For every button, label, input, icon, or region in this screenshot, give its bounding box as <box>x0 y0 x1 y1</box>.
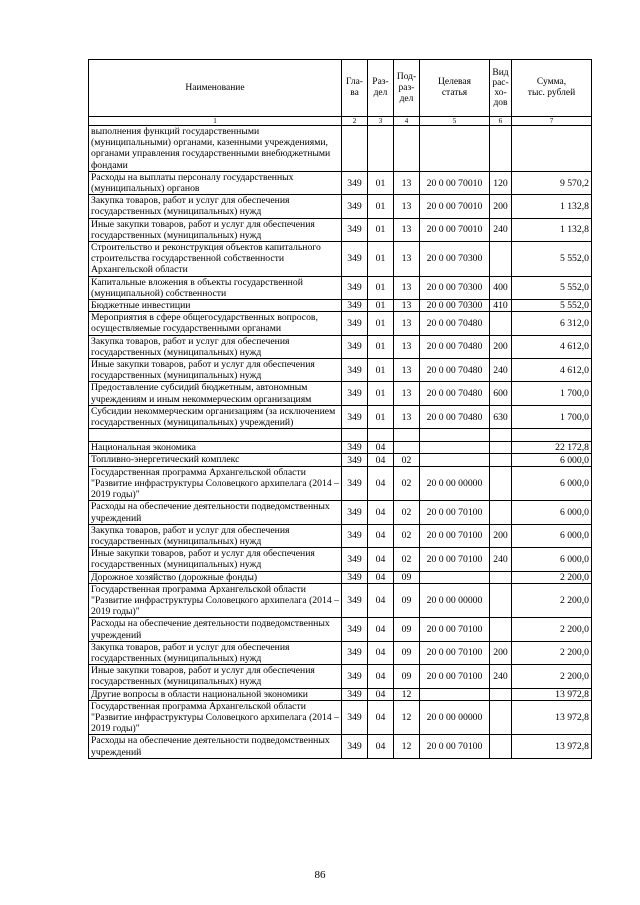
row-sum: 1 132,8 <box>512 195 592 218</box>
table-row <box>89 524 592 547</box>
row-sum: 13 972,8 <box>512 735 592 758</box>
row-expense-type: 600 <box>490 382 512 405</box>
row-subsection: 09 <box>394 665 420 688</box>
row-name: Строительство и реконструкция объектов капитального строительства государственной собственности Архангельской области <box>89 242 342 277</box>
row-name: Иные закупки товаров, работ и услуг для обеспечения государственных (муниципальных) нужд <box>89 665 342 688</box>
row-sum: 1 132,8 <box>512 218 592 241</box>
row-target-article: 20 0 00 70480 <box>420 359 490 382</box>
table-row <box>89 665 592 688</box>
row-section: 01 <box>368 218 394 241</box>
row-chapter: 349 <box>342 300 368 312</box>
row-expense-type <box>490 688 512 700</box>
row-subsection <box>394 126 420 172</box>
table-row <box>89 618 592 641</box>
row-section: 01 <box>368 312 394 335</box>
row-expense-type <box>490 312 512 335</box>
row-expense-type <box>490 442 512 454</box>
header-sum: Сумма, тыс. рублей <box>512 60 592 117</box>
table-row <box>89 171 592 194</box>
row-section: 04 <box>368 454 394 466</box>
row-sum: 2 200,0 <box>512 571 592 583</box>
row-expense-type <box>490 242 512 277</box>
row-section: 04 <box>368 688 394 700</box>
row-sum: 9 570,2 <box>512 171 592 194</box>
row-sum: 22 172,8 <box>512 442 592 454</box>
row-sum: 4 612,0 <box>512 359 592 382</box>
row-section: 04 <box>368 665 394 688</box>
row-chapter: 349 <box>342 195 368 218</box>
row-name: Бюджетные инвестиции <box>89 300 342 312</box>
row-name: Государственная программа Архангельской области "Развитие инфраструктуры Соловецкого архипелага (2014 – 2019 годы)" <box>89 700 342 735</box>
row-section: 01 <box>368 195 394 218</box>
column-number-row <box>89 117 592 126</box>
table-row <box>89 312 592 335</box>
table-row <box>89 641 592 664</box>
row-section: 04 <box>368 641 394 664</box>
row-name: Расходы на обеспечение деятельности подведомственных учреждений <box>89 735 342 758</box>
row-name: Иные закупки товаров, работ и услуг для обеспечения государственных (муниципальных) нужд <box>89 359 342 382</box>
row-target-article <box>420 429 490 442</box>
row-sum: 5 552,0 <box>512 300 592 312</box>
row-sum <box>512 126 592 172</box>
table-row <box>89 700 592 735</box>
row-expense-type: 240 <box>490 359 512 382</box>
row-expense-type: 630 <box>490 405 512 428</box>
row-name: Топливно-энергетический комплекс <box>89 454 342 466</box>
row-chapter: 349 <box>342 218 368 241</box>
row-subsection <box>394 429 420 442</box>
table-row <box>89 454 592 466</box>
row-chapter: 349 <box>342 466 368 501</box>
row-target-article: 20 0 00 70300 <box>420 242 490 277</box>
row-sum: 4 612,0 <box>512 335 592 358</box>
row-section: 01 <box>368 242 394 277</box>
row-chapter: 349 <box>342 688 368 700</box>
row-target-article: 20 0 00 00000 <box>420 466 490 501</box>
row-name: Субсидии некоммерческим организациям (за исключением государственных (муниципальных) учреждений) <box>89 405 342 428</box>
row-sum: 5 552,0 <box>512 242 592 277</box>
table-row <box>89 300 592 312</box>
row-section: 04 <box>368 501 394 524</box>
row-section: 04 <box>368 618 394 641</box>
row-sum: 5 552,0 <box>512 276 592 299</box>
row-chapter: 349 <box>342 442 368 454</box>
table-row <box>89 735 592 758</box>
row-target-article: 20 0 00 70100 <box>420 524 490 547</box>
header-target-article: Целевая статья <box>420 60 490 117</box>
row-subsection: 12 <box>394 700 420 735</box>
row-subsection: 02 <box>394 466 420 501</box>
row-subsection: 13 <box>394 359 420 382</box>
row-chapter: 349 <box>342 641 368 664</box>
row-sum: 2 200,0 <box>512 583 592 618</box>
row-section: 01 <box>368 405 394 428</box>
row-name: выполнения функций государственными (муниципальными) органами, казенными учреждениями, органами управления государственными внебюджетными фондами <box>89 126 342 172</box>
row-expense-type <box>490 583 512 618</box>
row-section: 01 <box>368 300 394 312</box>
row-name: Расходы на выплаты персоналу государственных (муниципальных) органов <box>89 171 342 194</box>
row-expense-type: 240 <box>490 665 512 688</box>
row-expense-type: 120 <box>490 171 512 194</box>
row-chapter: 349 <box>342 454 368 466</box>
row-subsection: 13 <box>394 195 420 218</box>
row-section: 01 <box>368 359 394 382</box>
row-chapter: 349 <box>342 171 368 194</box>
row-chapter: 349 <box>342 335 368 358</box>
row-subsection: 13 <box>394 312 420 335</box>
row-name: Государственная программа Архангельской области "Развитие инфраструктуры Соловецкого архипелага (2014 – 2019 годы)" <box>89 583 342 618</box>
table-row <box>89 195 592 218</box>
row-name: Закупка товаров, работ и услуг для обеспечения государственных (муниципальных) нужд <box>89 195 342 218</box>
row-target-article: 20 0 00 70100 <box>420 665 490 688</box>
row-expense-type: 410 <box>490 300 512 312</box>
row-section: 04 <box>368 548 394 571</box>
row-sum: 13 972,8 <box>512 700 592 735</box>
row-chapter: 349 <box>342 583 368 618</box>
header-subsection: Под- раз- дел <box>394 60 420 117</box>
row-target-article: 20 0 00 70480 <box>420 405 490 428</box>
row-target-article: 20 0 00 70480 <box>420 382 490 405</box>
row-target-article: 20 0 00 70300 <box>420 300 490 312</box>
table-row <box>89 548 592 571</box>
budget-table <box>88 59 592 759</box>
row-target-article: 20 0 00 70100 <box>420 501 490 524</box>
row-subsection: 09 <box>394 583 420 618</box>
table-row <box>89 242 592 277</box>
row-expense-type: 200 <box>490 524 512 547</box>
row-target-article: 20 0 00 70100 <box>420 735 490 758</box>
column-number: 6 <box>490 117 512 126</box>
table-row <box>89 571 592 583</box>
row-name: Иные закупки товаров, работ и услуг для обеспечения государственных (муниципальных) нужд <box>89 548 342 571</box>
row-target-article: 20 0 00 70100 <box>420 548 490 571</box>
row-chapter: 349 <box>342 242 368 277</box>
table-row <box>89 405 592 428</box>
row-chapter: 349 <box>342 548 368 571</box>
header-row <box>89 60 592 117</box>
row-chapter: 349 <box>342 735 368 758</box>
row-section: 04 <box>368 524 394 547</box>
column-number: 1 <box>89 117 342 126</box>
row-target-article: 20 0 00 70010 <box>420 171 490 194</box>
row-target-article: 20 0 00 70480 <box>420 335 490 358</box>
row-expense-type: 200 <box>490 641 512 664</box>
row-subsection: 13 <box>394 335 420 358</box>
column-number: 3 <box>368 117 394 126</box>
row-name: Расходы на обеспечение деятельности подведомственных учреждений <box>89 618 342 641</box>
row-expense-type: 200 <box>490 335 512 358</box>
row-subsection: 12 <box>394 688 420 700</box>
row-subsection: 02 <box>394 454 420 466</box>
row-target-article <box>420 454 490 466</box>
row-sum: 6 000,0 <box>512 524 592 547</box>
row-expense-type <box>490 454 512 466</box>
row-name: Дорожное хозяйство (дорожные фонды) <box>89 571 342 583</box>
row-subsection: 02 <box>394 524 420 547</box>
table-row <box>89 583 592 618</box>
row-name: Расходы на обеспечение деятельности подведомственных учреждений <box>89 501 342 524</box>
row-name: Государственная программа Архангельской области "Развитие инфраструктуры Соловецкого архипелага (2014 – 2019 годы)" <box>89 466 342 501</box>
table-row <box>89 501 592 524</box>
row-section <box>368 126 394 172</box>
table-row <box>89 466 592 501</box>
row-section: 04 <box>368 735 394 758</box>
table-row <box>89 382 592 405</box>
row-chapter: 349 <box>342 618 368 641</box>
row-target-article: 20 0 00 70480 <box>420 312 490 335</box>
row-sum: 6 000,0 <box>512 454 592 466</box>
header-expense-type: Вид рас- хо- дов <box>490 60 512 117</box>
row-chapter <box>342 126 368 172</box>
row-sum: 6 000,0 <box>512 548 592 571</box>
row-expense-type: 240 <box>490 218 512 241</box>
table-row <box>89 218 592 241</box>
row-sum: 1 700,0 <box>512 405 592 428</box>
column-number: 5 <box>420 117 490 126</box>
row-name: Капитальные вложения в объекты государственной (муниципальной) собственности <box>89 276 342 299</box>
row-target-article: 20 0 00 70010 <box>420 218 490 241</box>
row-expense-type <box>490 735 512 758</box>
row-name: Закупка товаров, работ и услуг для обеспечения государственных (муниципальных) нужд <box>89 524 342 547</box>
row-subsection: 12 <box>394 735 420 758</box>
row-target-article <box>420 571 490 583</box>
row-subsection: 09 <box>394 641 420 664</box>
row-name: Иные закупки товаров, работ и услуг для обеспечения государственных (муниципальных) нужд <box>89 218 342 241</box>
row-section <box>368 429 394 442</box>
row-expense-type <box>490 126 512 172</box>
row-section: 04 <box>368 466 394 501</box>
row-subsection: 13 <box>394 405 420 428</box>
row-subsection: 13 <box>394 218 420 241</box>
row-section: 01 <box>368 382 394 405</box>
row-section: 04 <box>368 571 394 583</box>
table-row <box>89 442 592 454</box>
row-subsection: 09 <box>394 618 420 641</box>
row-target-article: 20 0 00 70010 <box>420 195 490 218</box>
header-name: Наименование <box>89 60 342 117</box>
row-subsection: 09 <box>394 571 420 583</box>
row-target-article: 20 0 00 00000 <box>420 583 490 618</box>
row-chapter: 349 <box>342 665 368 688</box>
row-expense-type <box>490 618 512 641</box>
row-target-article <box>420 442 490 454</box>
row-expense-type <box>490 700 512 735</box>
row-expense-type: 400 <box>490 276 512 299</box>
row-target-article: 20 0 00 70300 <box>420 276 490 299</box>
header-chapter: Гла- ва <box>342 60 368 117</box>
row-name: Предоставление субсидий бюджетным, автономным учреждениям и иным некоммерческим организациям <box>89 382 342 405</box>
row-sum <box>512 429 592 442</box>
row-name: Мероприятия в сфере общегосударственных вопросов, осуществляемые государственными органами <box>89 312 342 335</box>
table-row <box>89 335 592 358</box>
row-chapter: 349 <box>342 276 368 299</box>
table-body <box>89 126 592 759</box>
row-target-article: 20 0 00 00000 <box>420 700 490 735</box>
row-expense-type: 200 <box>490 195 512 218</box>
row-sum: 1 700,0 <box>512 382 592 405</box>
table-row <box>89 276 592 299</box>
row-sum: 2 200,0 <box>512 641 592 664</box>
column-number: 2 <box>342 117 368 126</box>
row-subsection: 13 <box>394 300 420 312</box>
row-sum: 6 312,0 <box>512 312 592 335</box>
row-sum: 6 000,0 <box>512 466 592 501</box>
column-number: 4 <box>394 117 420 126</box>
row-chapter: 349 <box>342 571 368 583</box>
row-expense-type <box>490 501 512 524</box>
row-subsection <box>394 442 420 454</box>
row-name: Национальная экономика <box>89 442 342 454</box>
row-chapter: 349 <box>342 524 368 547</box>
table-row <box>89 359 592 382</box>
row-expense-type <box>490 571 512 583</box>
row-chapter: 349 <box>342 405 368 428</box>
row-chapter: 349 <box>342 700 368 735</box>
row-section: 04 <box>368 700 394 735</box>
row-name: Другие вопросы в области национальной экономики <box>89 688 342 700</box>
row-chapter: 349 <box>342 359 368 382</box>
row-target-article: 20 0 00 70100 <box>420 618 490 641</box>
table-row <box>89 126 592 172</box>
row-subsection: 13 <box>394 171 420 194</box>
row-target-article: 20 0 00 70100 <box>420 641 490 664</box>
row-section: 01 <box>368 171 394 194</box>
row-name: Закупка товаров, работ и услуг для обеспечения государственных (муниципальных) нужд <box>89 335 342 358</box>
row-chapter <box>342 429 368 442</box>
page-number: 86 <box>314 869 326 881</box>
row-sum: 2 200,0 <box>512 665 592 688</box>
row-section: 01 <box>368 335 394 358</box>
row-subsection: 02 <box>394 548 420 571</box>
row-chapter: 349 <box>342 312 368 335</box>
row-name <box>89 429 342 442</box>
table-row <box>89 429 592 442</box>
row-section: 01 <box>368 276 394 299</box>
row-sum: 6 000,0 <box>512 501 592 524</box>
row-chapter: 349 <box>342 501 368 524</box>
row-target-article <box>420 688 490 700</box>
header-section: Раз- дел <box>368 60 394 117</box>
row-expense-type: 240 <box>490 548 512 571</box>
row-expense-type <box>490 429 512 442</box>
row-chapter: 349 <box>342 382 368 405</box>
row-expense-type <box>490 466 512 501</box>
row-subsection: 13 <box>394 382 420 405</box>
row-subsection: 02 <box>394 501 420 524</box>
row-section: 04 <box>368 583 394 618</box>
row-sum: 2 200,0 <box>512 618 592 641</box>
row-subsection: 13 <box>394 276 420 299</box>
row-target-article <box>420 126 490 172</box>
row-subsection: 13 <box>394 242 420 277</box>
row-section: 04 <box>368 442 394 454</box>
row-sum: 13 972,8 <box>512 688 592 700</box>
row-name: Закупка товаров, работ и услуг для обеспечения государственных (муниципальных) нужд <box>89 641 342 664</box>
table-row <box>89 688 592 700</box>
column-number: 7 <box>512 117 592 126</box>
